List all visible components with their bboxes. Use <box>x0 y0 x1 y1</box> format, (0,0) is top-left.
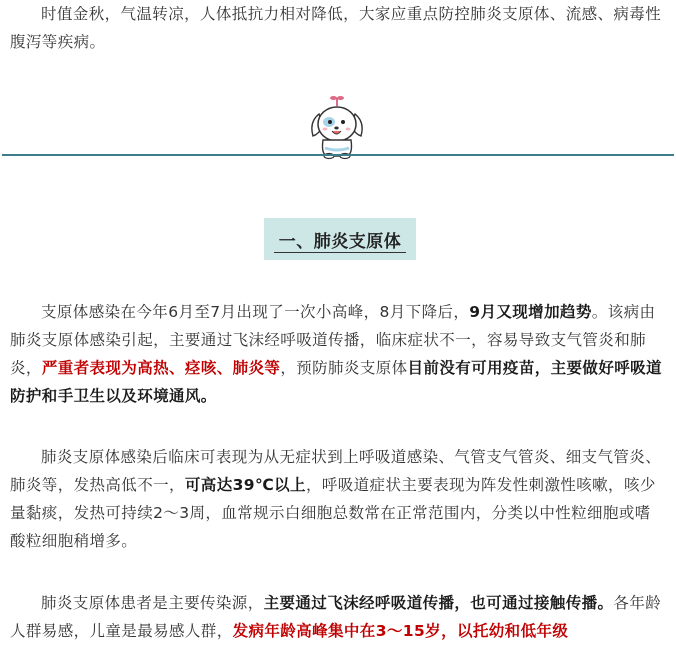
para1-bold-2: 目前没有可用疫苗，主要做好呼吸道防护和手卫生以及环境通风。 <box>10 359 662 405</box>
section-heading: 一、肺炎支原体 <box>278 232 402 252</box>
para2-bold-1: 可高达39℃以上 <box>184 476 306 494</box>
paragraph-2 <box>10 443 666 555</box>
para3-text-2: 各年龄人群易感，儿童是最易感人群， <box>10 594 662 640</box>
section-divider <box>2 154 674 156</box>
intro-paragraph <box>10 0 666 56</box>
paragraph-1 <box>10 298 666 410</box>
heading-underline <box>274 252 406 253</box>
para1-text-2: 。该病由肺炎支原体感染引起，主要通过飞沫经呼吸道传播，临床症状不一，容易导致支气管炎和肺炎， <box>10 303 656 377</box>
intro-line-2: 病毒性腹泻等疾病。 <box>10 5 662 51</box>
paragraph-3 <box>10 589 666 645</box>
para3-bold-1: 主要通过飞沫经呼吸道传播，也可通过接触传播。 <box>263 594 614 612</box>
para1-text-3: ，预防肺炎支原体 <box>280 359 408 377</box>
para1-text-1: 支原体感染在今年6月至7月出现了一次小高峰，8月下降后， <box>41 303 470 321</box>
para3-red-1: 发病年龄高峰集中在3～15岁，以托幼和低年级 <box>232 622 569 640</box>
para2-text-1: 肺炎支原体感染后临床可表现为从无症状到上呼吸道感染、气管支气管炎、细支气管炎、肺炎等，发热高低不一， <box>10 448 662 494</box>
cartoon-dog-mascot-icon <box>303 92 371 160</box>
para1-bold-1: 9月又现增加趋势 <box>469 303 592 321</box>
para3-text-1: 肺炎支原体患者是主要传染源， <box>41 594 264 612</box>
intro-line-1: 时值金秋，气温转凉，人体抵抗力相对降低，大家应重点防控肺炎支原体、流感、 <box>41 5 614 23</box>
para1-red-1: 严重者表现为高热、痉咳、肺炎等 <box>41 359 281 377</box>
section-heading-box <box>264 218 416 260</box>
para2-text-2: ，呼吸道症状主要表现为阵发性刺激性咳嗽，咳少量黏痰，发热可持续2～3周，血常规示白细胞总数常在正常范围内，分类以中性粒细胞或嗜酸粒细胞稍增多。 <box>10 476 656 550</box>
